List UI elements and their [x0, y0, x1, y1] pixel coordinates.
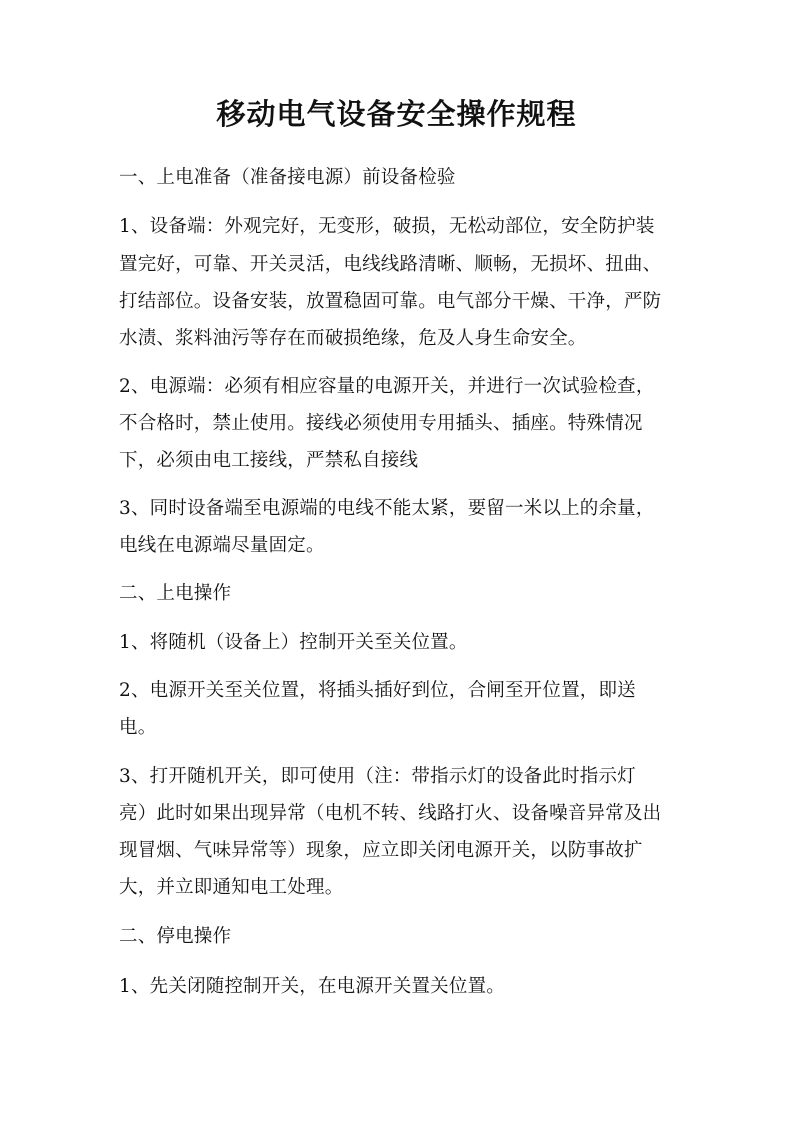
section-heading: 二、停电操作	[119, 926, 232, 947]
paragraph-line: 2、电源端：必须有相应容量的电源开关，并进行一次试验检查，	[119, 376, 655, 397]
paragraph-line: 电。	[119, 717, 157, 738]
section-heading: 一、上电准备（准备接电源）前设备检验	[119, 167, 456, 188]
paragraph-line: 现冒烟、气味异常等）现象，应立即关闭电源开关，以防事故扩	[119, 840, 643, 861]
paragraph-line: 电线在电源端尽量固定。	[119, 535, 325, 556]
section-heading: 二、上电操作	[119, 583, 232, 604]
paragraph-line: 置完好，可靠、开关灵活，电线线路清晰、顺畅，无损坏、扭曲、	[119, 254, 662, 275]
paragraph-line: 3、打开随机开关，即可使用（注：带指示灯的设备此时指示灯	[119, 766, 636, 787]
document-title: 移动电气设备安全操作规程	[216, 97, 577, 131]
paragraph-line: 下，必须由电工接线，严禁私自接线	[119, 450, 419, 471]
paragraph-line: 2、电源开关至关位置，将插头插好到位，合闸至开位置，即送	[119, 680, 636, 701]
paragraph-line: 大，并立即通知电工处理。	[119, 877, 344, 898]
paragraph-line: 1、设备端：外观完好，无变形，破损，无松动部位，安全防护装	[119, 216, 655, 237]
paragraph-line: 3、同时设备端至电源端的电线不能太紧，要留一米以上的余量，	[119, 498, 655, 519]
paragraph-line: 水渍、浆料油污等存在而破损绝缘，危及人身生命安全。	[119, 328, 587, 349]
paragraph-line: 1、先关闭随控制开关，在电源开关置关位置。	[119, 976, 505, 997]
paragraph-line: 1、将随机（设备上）控制开关至关位置。	[119, 632, 468, 653]
paragraph-line: 打结部位。设备安装，放置稳固可靠。电气部分干燥、干净，严防	[119, 291, 662, 312]
paragraph-line: 亮）此时如果出现异常（电机不转、线路打火、设备噪音异常及出	[119, 803, 662, 824]
paragraph-line: 不合格时，禁止使用。接线必须使用专用插头、插座。特殊情况	[119, 413, 643, 434]
